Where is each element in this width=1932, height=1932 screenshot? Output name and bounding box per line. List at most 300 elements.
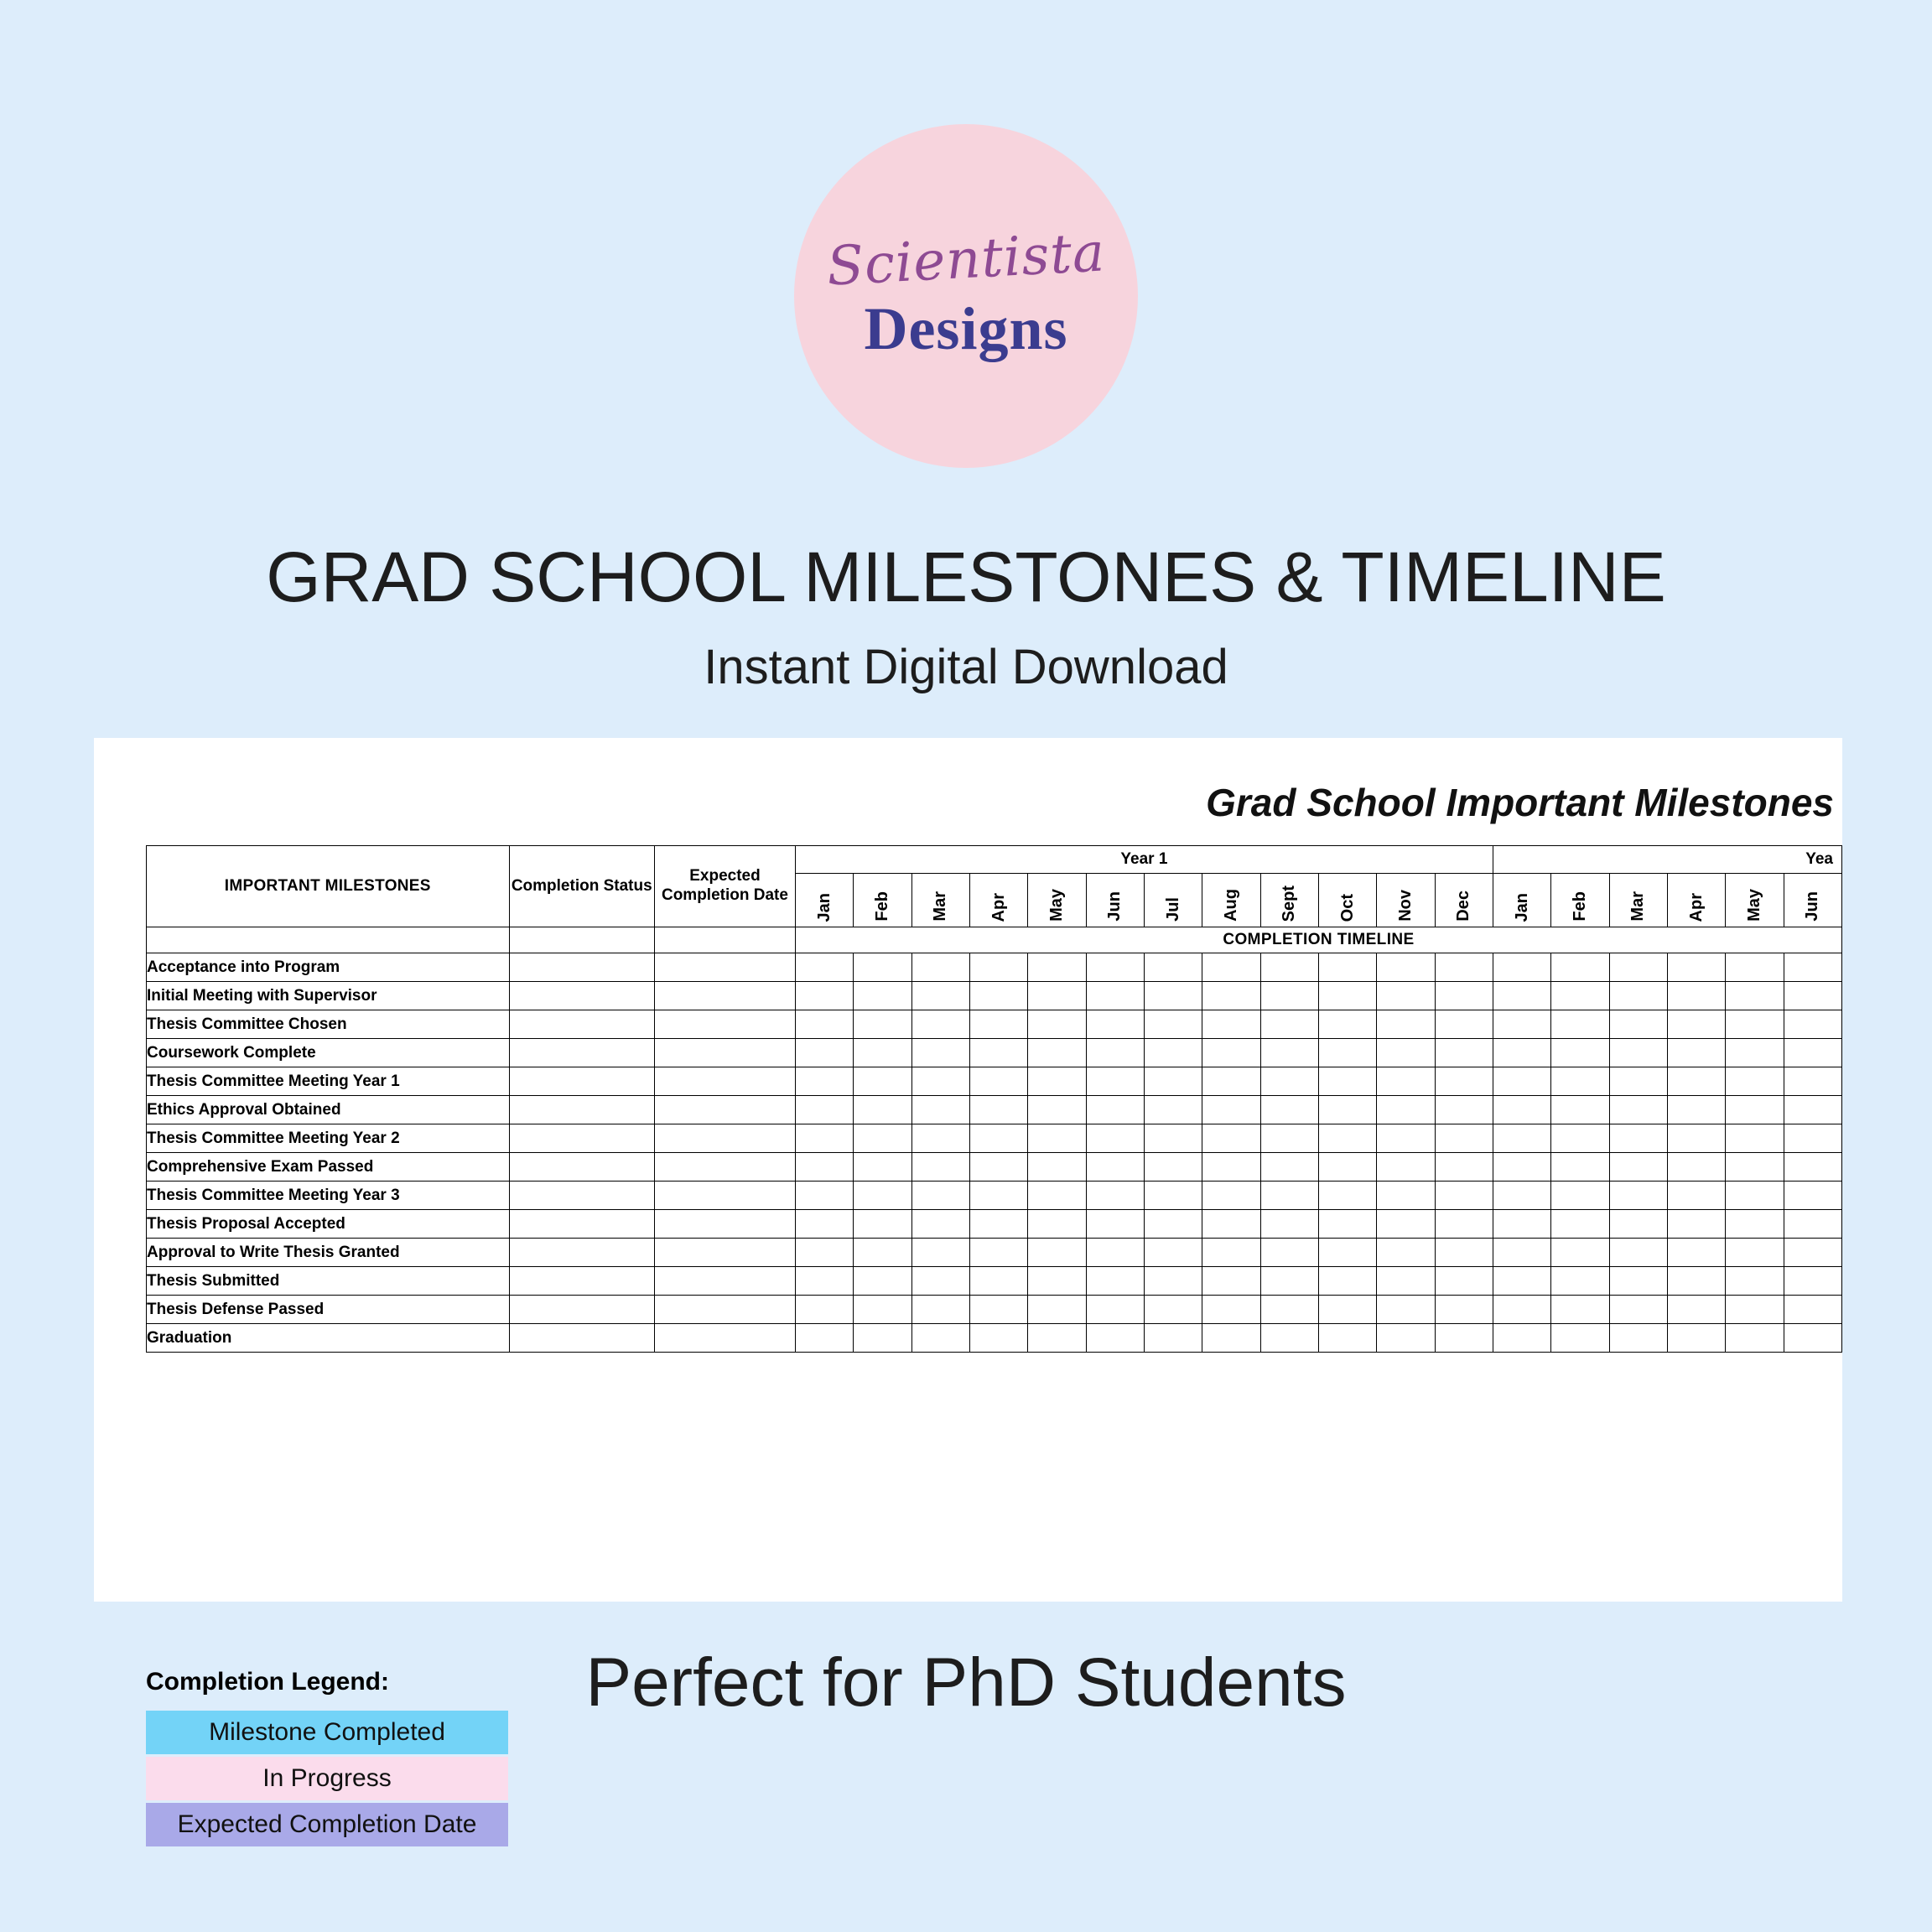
timeline-cell[interactable]	[1435, 1067, 1493, 1096]
timeline-cell[interactable]	[1435, 1096, 1493, 1124]
timeline-cell[interactable]	[1667, 1239, 1725, 1267]
timeline-cell[interactable]	[1028, 1096, 1086, 1124]
timeline-cell[interactable]	[911, 1067, 969, 1096]
timeline-cell[interactable]	[1028, 1239, 1086, 1267]
timeline-cell[interactable]	[1609, 1096, 1667, 1124]
timeline-cell[interactable]	[1551, 982, 1609, 1010]
timeline-cell[interactable]	[1028, 1039, 1086, 1067]
timeline-cell[interactable]	[1784, 1324, 1841, 1353]
timeline-cell[interactable]	[1377, 1039, 1435, 1067]
timeline-cell[interactable]	[1493, 1296, 1550, 1324]
timeline-cell[interactable]	[1784, 1210, 1841, 1239]
timeline-cell[interactable]	[1202, 982, 1260, 1010]
status-cell[interactable]	[509, 1096, 655, 1124]
status-cell[interactable]	[509, 953, 655, 982]
timeline-cell[interactable]	[911, 953, 969, 982]
timeline-cell[interactable]	[1144, 1067, 1202, 1096]
expected-date-cell[interactable]	[655, 1124, 796, 1153]
timeline-cell[interactable]	[1784, 1010, 1841, 1039]
timeline-cell[interactable]	[911, 1124, 969, 1153]
timeline-cell[interactable]	[854, 1296, 911, 1324]
status-cell[interactable]	[509, 1239, 655, 1267]
timeline-cell[interactable]	[1784, 1296, 1841, 1324]
status-cell[interactable]	[509, 1296, 655, 1324]
timeline-cell[interactable]	[1435, 982, 1493, 1010]
timeline-cell[interactable]	[1667, 1096, 1725, 1124]
timeline-cell[interactable]	[1028, 953, 1086, 982]
timeline-cell[interactable]	[1726, 1239, 1784, 1267]
timeline-cell[interactable]	[1377, 1067, 1435, 1096]
timeline-cell[interactable]	[1202, 953, 1260, 982]
timeline-cell[interactable]	[1202, 1182, 1260, 1210]
timeline-cell[interactable]	[1551, 1296, 1609, 1324]
timeline-cell[interactable]	[1086, 1096, 1144, 1124]
expected-date-cell[interactable]	[655, 1039, 796, 1067]
timeline-cell[interactable]	[795, 1010, 853, 1039]
status-cell[interactable]	[509, 1153, 655, 1182]
timeline-cell[interactable]	[1493, 1182, 1550, 1210]
timeline-cell[interactable]	[1260, 1267, 1318, 1296]
timeline-cell[interactable]	[969, 1010, 1027, 1039]
timeline-cell[interactable]	[1784, 1067, 1841, 1096]
timeline-cell[interactable]	[1086, 1153, 1144, 1182]
month-header: May	[1726, 874, 1784, 927]
timeline-cell[interactable]	[1202, 1267, 1260, 1296]
sheet-title: Grad School Important Milestones	[1206, 781, 1834, 824]
timeline-cell[interactable]	[1202, 1096, 1260, 1124]
timeline-cell[interactable]	[1667, 1067, 1725, 1096]
status-cell[interactable]	[509, 1267, 655, 1296]
timeline-cell[interactable]	[1551, 1324, 1609, 1353]
timeline-cell[interactable]	[969, 1039, 1027, 1067]
timeline-cell[interactable]	[1377, 1010, 1435, 1039]
month-header: Apr	[1667, 874, 1725, 927]
timeline-cell[interactable]	[1609, 1296, 1667, 1324]
timeline-cell[interactable]	[1493, 1096, 1550, 1124]
timeline-cell[interactable]	[1784, 1096, 1841, 1124]
timeline-cell[interactable]	[1202, 1067, 1260, 1096]
timeline-cell[interactable]	[1435, 1210, 1493, 1239]
timeline-cell[interactable]	[795, 953, 853, 982]
timeline-cell[interactable]	[1202, 1124, 1260, 1153]
timeline-cell[interactable]	[1609, 1153, 1667, 1182]
timeline-cell[interactable]	[1435, 1153, 1493, 1182]
timeline-cell[interactable]	[1377, 1210, 1435, 1239]
timeline-cell[interactable]	[1667, 1153, 1725, 1182]
status-cell[interactable]	[509, 1124, 655, 1153]
timeline-cell[interactable]	[1144, 1324, 1202, 1353]
timeline-cell[interactable]	[1784, 1039, 1841, 1067]
timeline-cell[interactable]	[854, 982, 911, 1010]
timeline-cell[interactable]	[1144, 1096, 1202, 1124]
timeline-cell[interactable]	[1493, 1039, 1550, 1067]
timeline-cell[interactable]	[795, 1296, 853, 1324]
timeline-cell[interactable]	[1435, 1039, 1493, 1067]
timeline-cell[interactable]	[1260, 1067, 1318, 1096]
timeline-cell[interactable]	[1493, 1239, 1550, 1267]
timeline-cell[interactable]	[969, 1267, 1027, 1296]
timeline-cell[interactable]	[1551, 953, 1609, 982]
timeline-cell[interactable]	[1784, 1182, 1841, 1210]
legend-item-in-progress: In Progress	[146, 1757, 508, 1800]
timeline-cell[interactable]	[854, 1096, 911, 1124]
milestone-name: Thesis Proposal Accepted	[147, 1210, 510, 1239]
status-cell[interactable]	[509, 1182, 655, 1210]
timeline-cell[interactable]	[911, 1267, 969, 1296]
timeline-cell[interactable]	[1551, 1153, 1609, 1182]
expected-date-cell[interactable]	[655, 953, 796, 982]
timeline-cell[interactable]	[1551, 1210, 1609, 1239]
timeline-cell[interactable]	[1202, 1010, 1260, 1039]
timeline-cell[interactable]	[1609, 953, 1667, 982]
timeline-cell[interactable]	[1377, 1153, 1435, 1182]
timeline-cell[interactable]	[1318, 1267, 1376, 1296]
status-cell[interactable]	[509, 1039, 655, 1067]
expected-date-cell[interactable]	[655, 1096, 796, 1124]
timeline-cell[interactable]	[1784, 1124, 1841, 1153]
timeline-cell[interactable]	[1667, 1210, 1725, 1239]
timeline-cell[interactable]	[1377, 1296, 1435, 1324]
timeline-cell[interactable]	[1609, 982, 1667, 1010]
timeline-cell[interactable]	[1086, 1067, 1144, 1096]
milestone-name: Comprehensive Exam Passed	[147, 1153, 510, 1182]
timeline-cell[interactable]	[1377, 982, 1435, 1010]
timeline-cell[interactable]	[1435, 1267, 1493, 1296]
status-cell[interactable]	[509, 1210, 655, 1239]
status-cell[interactable]	[509, 1324, 655, 1353]
timeline-cell[interactable]	[1144, 1267, 1202, 1296]
timeline-cell[interactable]	[1086, 1267, 1144, 1296]
expected-date-cell[interactable]	[655, 982, 796, 1010]
timeline-cell[interactable]	[1667, 1324, 1725, 1353]
timeline-cell[interactable]	[911, 1296, 969, 1324]
timeline-cell[interactable]	[969, 1153, 1027, 1182]
timeline-cell[interactable]	[1028, 1067, 1086, 1096]
timeline-cell[interactable]	[1086, 953, 1144, 982]
timeline-cell[interactable]	[1667, 1267, 1725, 1296]
status-cell[interactable]	[509, 982, 655, 1010]
timeline-cell[interactable]	[1086, 1039, 1144, 1067]
timeline-cell[interactable]	[1318, 1124, 1376, 1153]
timeline-cell[interactable]	[795, 1182, 853, 1210]
table-row	[147, 982, 1842, 1010]
timeline-cell[interactable]	[1028, 1210, 1086, 1239]
timeline-cell[interactable]	[1202, 1239, 1260, 1267]
timeline-cell[interactable]	[1377, 1324, 1435, 1353]
timeline-cell[interactable]	[1493, 1210, 1550, 1239]
timeline-cell[interactable]	[1493, 1010, 1550, 1039]
month-header: Jun	[1086, 874, 1144, 927]
timeline-cell[interactable]	[1318, 1010, 1376, 1039]
year-group-2: Yea	[1493, 846, 1841, 874]
timeline-cell[interactable]	[854, 1067, 911, 1096]
timeline-cell[interactable]	[1493, 1067, 1550, 1096]
timeline-cell[interactable]	[1260, 1296, 1318, 1324]
timeline-cell[interactable]	[795, 1039, 853, 1067]
timeline-cell[interactable]	[1726, 1124, 1784, 1153]
timeline-cell[interactable]	[1667, 1124, 1725, 1153]
timeline-cell[interactable]	[1377, 1239, 1435, 1267]
timeline-cell[interactable]	[1028, 1267, 1086, 1296]
timeline-cell[interactable]	[795, 1210, 853, 1239]
timeline-cell[interactable]	[969, 1296, 1027, 1324]
timeline-cell[interactable]	[969, 1210, 1027, 1239]
timeline-cell[interactable]	[911, 1153, 969, 1182]
timeline-cell[interactable]	[1726, 1267, 1784, 1296]
timeline-cell[interactable]	[1144, 1182, 1202, 1210]
timeline-cell[interactable]	[1144, 1296, 1202, 1324]
milestone-name: Graduation	[147, 1324, 510, 1353]
timeline-cell[interactable]	[1609, 1324, 1667, 1353]
timeline-cell[interactable]	[1086, 1182, 1144, 1210]
timeline-cell[interactable]	[1028, 1324, 1086, 1353]
timeline-cell[interactable]	[969, 1239, 1027, 1267]
legend-item-expected-date: Expected Completion Date	[146, 1803, 508, 1846]
timeline-cell[interactable]	[1260, 1182, 1318, 1210]
timeline-cell[interactable]	[1726, 1010, 1784, 1039]
timeline-cell[interactable]	[1726, 1324, 1784, 1353]
timeline-cell[interactable]	[969, 1067, 1027, 1096]
timeline-cell[interactable]	[1726, 1039, 1784, 1067]
timeline-cell[interactable]	[1784, 1239, 1841, 1267]
timeline-cell[interactable]	[1667, 1010, 1725, 1039]
timeline-cell[interactable]	[969, 953, 1027, 982]
timeline-cell[interactable]	[1144, 1039, 1202, 1067]
timeline-cell[interactable]	[1609, 1210, 1667, 1239]
status-cell[interactable]	[509, 1067, 655, 1096]
timeline-cell[interactable]	[1318, 982, 1376, 1010]
timeline-cell[interactable]	[1202, 1210, 1260, 1239]
timeline-cell[interactable]	[1435, 1324, 1493, 1353]
timeline-cell[interactable]	[1784, 982, 1841, 1010]
timeline-cell[interactable]	[1493, 1267, 1550, 1296]
banner-spacer	[147, 927, 510, 953]
timeline-cell[interactable]	[1435, 1010, 1493, 1039]
timeline-cell[interactable]	[1551, 1067, 1609, 1096]
timeline-cell[interactable]	[1435, 1124, 1493, 1153]
timeline-cell[interactable]	[1784, 1153, 1841, 1182]
timeline-cell[interactable]	[911, 1210, 969, 1239]
month-header: Jan	[795, 874, 853, 927]
timeline-cell[interactable]	[911, 982, 969, 1010]
expected-date-cell[interactable]	[655, 1267, 796, 1296]
timeline-cell[interactable]	[1609, 1267, 1667, 1296]
timeline-cell[interactable]	[1028, 982, 1086, 1010]
timeline-cell[interactable]	[795, 1096, 853, 1124]
timeline-cell[interactable]	[1435, 1296, 1493, 1324]
timeline-cell[interactable]	[1086, 1010, 1144, 1039]
timeline-cell[interactable]	[1086, 1210, 1144, 1239]
expected-date-cell[interactable]	[655, 1296, 796, 1324]
timeline-cell[interactable]	[1435, 1239, 1493, 1267]
timeline-cell[interactable]	[911, 1096, 969, 1124]
timeline-cell[interactable]	[1260, 1010, 1318, 1039]
timeline-cell[interactable]	[1318, 1324, 1376, 1353]
timeline-cell[interactable]	[1609, 1182, 1667, 1210]
timeline-cell[interactable]	[1318, 953, 1376, 982]
timeline-cell[interactable]	[795, 1124, 853, 1153]
status-cell[interactable]	[509, 1010, 655, 1039]
timeline-cell[interactable]	[1260, 1096, 1318, 1124]
timeline-cell[interactable]	[1377, 953, 1435, 982]
timeline-cell[interactable]	[1726, 1182, 1784, 1210]
timeline-cell[interactable]	[1667, 1182, 1725, 1210]
timeline-cell[interactable]	[1667, 982, 1725, 1010]
timeline-cell[interactable]	[911, 1324, 969, 1353]
timeline-cell[interactable]	[1726, 1210, 1784, 1239]
timeline-cell[interactable]	[1667, 953, 1725, 982]
timeline-cell[interactable]	[969, 1096, 1027, 1124]
timeline-cell[interactable]	[1318, 1096, 1376, 1124]
timeline-cell[interactable]	[795, 982, 853, 1010]
timeline-cell[interactable]	[1260, 1039, 1318, 1067]
col-header-expected-date: Expected Completion Date	[655, 846, 796, 927]
timeline-cell[interactable]	[1377, 1096, 1435, 1124]
timeline-cell[interactable]	[1435, 1182, 1493, 1210]
timeline-cell[interactable]	[1318, 1239, 1376, 1267]
timeline-cell[interactable]	[1260, 1324, 1318, 1353]
timeline-cell[interactable]	[1609, 1010, 1667, 1039]
timeline-cell[interactable]	[1609, 1039, 1667, 1067]
timeline-cell[interactable]	[969, 982, 1027, 1010]
timeline-cell[interactable]	[1377, 1124, 1435, 1153]
timeline-cell[interactable]	[795, 1153, 853, 1182]
timeline-cell[interactable]	[1551, 1182, 1609, 1210]
timeline-cell[interactable]	[1726, 982, 1784, 1010]
timeline-cell[interactable]	[795, 1239, 853, 1267]
timeline-cell[interactable]	[1144, 1124, 1202, 1153]
timeline-cell[interactable]	[1667, 1039, 1725, 1067]
timeline-cell[interactable]	[1726, 1296, 1784, 1324]
timeline-cell[interactable]	[1144, 982, 1202, 1010]
timeline-cell[interactable]	[1493, 1153, 1550, 1182]
timeline-cell[interactable]	[1551, 1124, 1609, 1153]
timeline-cell[interactable]	[1493, 982, 1550, 1010]
timeline-cell[interactable]	[1086, 982, 1144, 1010]
timeline-cell[interactable]	[1318, 1067, 1376, 1096]
timeline-cell[interactable]	[854, 1153, 911, 1182]
table-row	[147, 1239, 1842, 1267]
timeline-cell[interactable]	[969, 1324, 1027, 1353]
timeline-cell[interactable]	[1551, 1039, 1609, 1067]
timeline-cell[interactable]	[1028, 1124, 1086, 1153]
timeline-cell[interactable]	[911, 1010, 969, 1039]
timeline-cell[interactable]	[1609, 1067, 1667, 1096]
timeline-cell[interactable]	[1086, 1296, 1144, 1324]
timeline-cell[interactable]	[1318, 1182, 1376, 1210]
timeline-cell[interactable]	[1784, 1267, 1841, 1296]
timeline-cell[interactable]	[1318, 1296, 1376, 1324]
timeline-cell[interactable]	[1377, 1182, 1435, 1210]
timeline-cell[interactable]	[1144, 953, 1202, 982]
timeline-cell[interactable]	[1609, 1239, 1667, 1267]
timeline-cell[interactable]	[1726, 1153, 1784, 1182]
timeline-cell[interactable]	[1144, 1153, 1202, 1182]
timeline-cell[interactable]	[1260, 953, 1318, 982]
timeline-cell[interactable]	[1551, 1267, 1609, 1296]
timeline-cell[interactable]	[1028, 1296, 1086, 1324]
timeline-cell[interactable]	[854, 1267, 911, 1296]
timeline-cell[interactable]	[969, 1182, 1027, 1210]
timeline-cell[interactable]	[1318, 1039, 1376, 1067]
timeline-cell[interactable]	[854, 1239, 911, 1267]
timeline-cell[interactable]	[1260, 1124, 1318, 1153]
timeline-cell[interactable]	[1260, 1153, 1318, 1182]
timeline-cell[interactable]	[1028, 1182, 1086, 1210]
timeline-cell[interactable]	[1726, 1067, 1784, 1096]
timeline-cell[interactable]	[854, 953, 911, 982]
expected-date-cell[interactable]	[655, 1239, 796, 1267]
timeline-cell[interactable]	[854, 1124, 911, 1153]
expected-date-cell[interactable]	[655, 1067, 796, 1096]
timeline-cell[interactable]	[854, 1182, 911, 1210]
timeline-cell[interactable]	[1551, 1239, 1609, 1267]
col-header-status: Completion Status	[509, 846, 655, 927]
timeline-cell[interactable]	[795, 1067, 853, 1096]
timeline-cell[interactable]	[1144, 1239, 1202, 1267]
timeline-cell[interactable]	[1609, 1124, 1667, 1153]
timeline-cell[interactable]	[1086, 1124, 1144, 1153]
timeline-cell[interactable]	[1493, 953, 1550, 982]
timeline-cell[interactable]	[1377, 1267, 1435, 1296]
timeline-cell[interactable]	[1493, 1124, 1550, 1153]
table-row	[147, 1267, 1842, 1296]
expected-date-cell[interactable]	[655, 1324, 796, 1353]
timeline-cell[interactable]	[1028, 1153, 1086, 1182]
timeline-cell[interactable]	[1144, 1210, 1202, 1239]
expected-date-cell[interactable]	[655, 1153, 796, 1182]
timeline-cell[interactable]	[1028, 1010, 1086, 1039]
timeline-cell[interactable]	[1202, 1039, 1260, 1067]
timeline-cell[interactable]	[1260, 982, 1318, 1010]
timeline-cell[interactable]	[911, 1182, 969, 1210]
timeline-cell[interactable]	[1726, 953, 1784, 982]
timeline-cell[interactable]	[911, 1239, 969, 1267]
timeline-cell[interactable]	[1784, 953, 1841, 982]
timeline-cell[interactable]	[1086, 1239, 1144, 1267]
expected-date-cell[interactable]	[655, 1210, 796, 1239]
timeline-cell[interactable]	[1202, 1153, 1260, 1182]
timeline-cell[interactable]	[795, 1324, 853, 1353]
timeline-cell[interactable]	[911, 1039, 969, 1067]
timeline-cell[interactable]	[1493, 1324, 1550, 1353]
timeline-cell[interactable]	[1144, 1010, 1202, 1039]
timeline-cell[interactable]	[1260, 1210, 1318, 1239]
timeline-cell[interactable]	[795, 1267, 853, 1296]
timeline-cell[interactable]	[969, 1124, 1027, 1153]
expected-date-cell[interactable]	[655, 1010, 796, 1039]
expected-date-cell[interactable]	[655, 1182, 796, 1210]
milestone-name: Thesis Committee Chosen	[147, 1010, 510, 1039]
timeline-cell[interactable]	[1318, 1210, 1376, 1239]
timeline-cell[interactable]	[854, 1210, 911, 1239]
timeline-cell[interactable]	[1726, 1096, 1784, 1124]
timeline-cell[interactable]	[854, 1010, 911, 1039]
timeline-cell[interactable]	[1202, 1324, 1260, 1353]
timeline-cell[interactable]	[1202, 1296, 1260, 1324]
timeline-cell[interactable]	[854, 1039, 911, 1067]
timeline-cell[interactable]	[1551, 1010, 1609, 1039]
timeline-cell[interactable]	[1260, 1239, 1318, 1267]
timeline-cell[interactable]	[1667, 1296, 1725, 1324]
timeline-cell[interactable]	[854, 1324, 911, 1353]
footer-text: Perfect for PhD Students	[585, 1644, 1347, 1721]
month-header: Mar	[911, 874, 969, 927]
timeline-cell[interactable]	[1551, 1096, 1609, 1124]
timeline-cell[interactable]	[1318, 1153, 1376, 1182]
timeline-cell[interactable]	[1435, 953, 1493, 982]
timeline-cell[interactable]	[1086, 1324, 1144, 1353]
